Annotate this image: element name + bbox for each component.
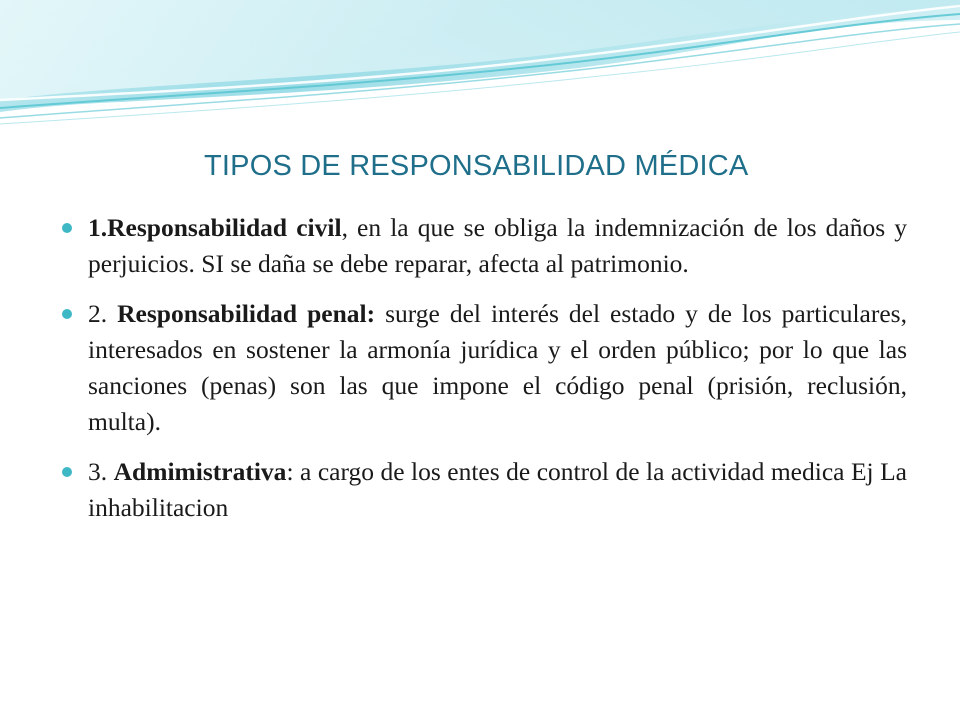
bullet-bold-text: Responsabilidad penal: [117, 299, 376, 328]
bullet-item-penal [62, 296, 907, 440]
bullet-number: 2. [88, 299, 118, 328]
bullet-item-administrativa [62, 454, 907, 526]
bullet-dot-icon [62, 223, 72, 233]
bullet-bold-text: Admimistrativa [113, 457, 287, 486]
bullet-number: 3. [88, 457, 114, 486]
bullet-text: surge del interés del estado y de los particulares, interesados en sostener la armonía jurídica y el orden público; por lo que las sanciones (penas) son las que impone el código penal (prisión, reclusión, multa). [88, 299, 907, 436]
bullet-dot-icon [62, 309, 72, 319]
slide-title: TIPOS DE RESPONSABILIDAD MÉDICA [204, 150, 749, 182]
bullet-bold-text: 1.Responsabilidad civil [88, 213, 342, 242]
bullet-text: , en la que se obliga la indemnización de los daños y perjuicios. SI se daña se debe reparar, afecta al patrimonio. [88, 213, 907, 278]
bullet-item-civil [62, 210, 907, 282]
bullet-list [62, 210, 907, 526]
wave-header-decoration [0, 0, 960, 130]
bullet-text: : a cargo de los entes de control de la actividad medica Ej La inhabilitacion [88, 457, 908, 522]
bullet-dot-icon [62, 467, 72, 477]
